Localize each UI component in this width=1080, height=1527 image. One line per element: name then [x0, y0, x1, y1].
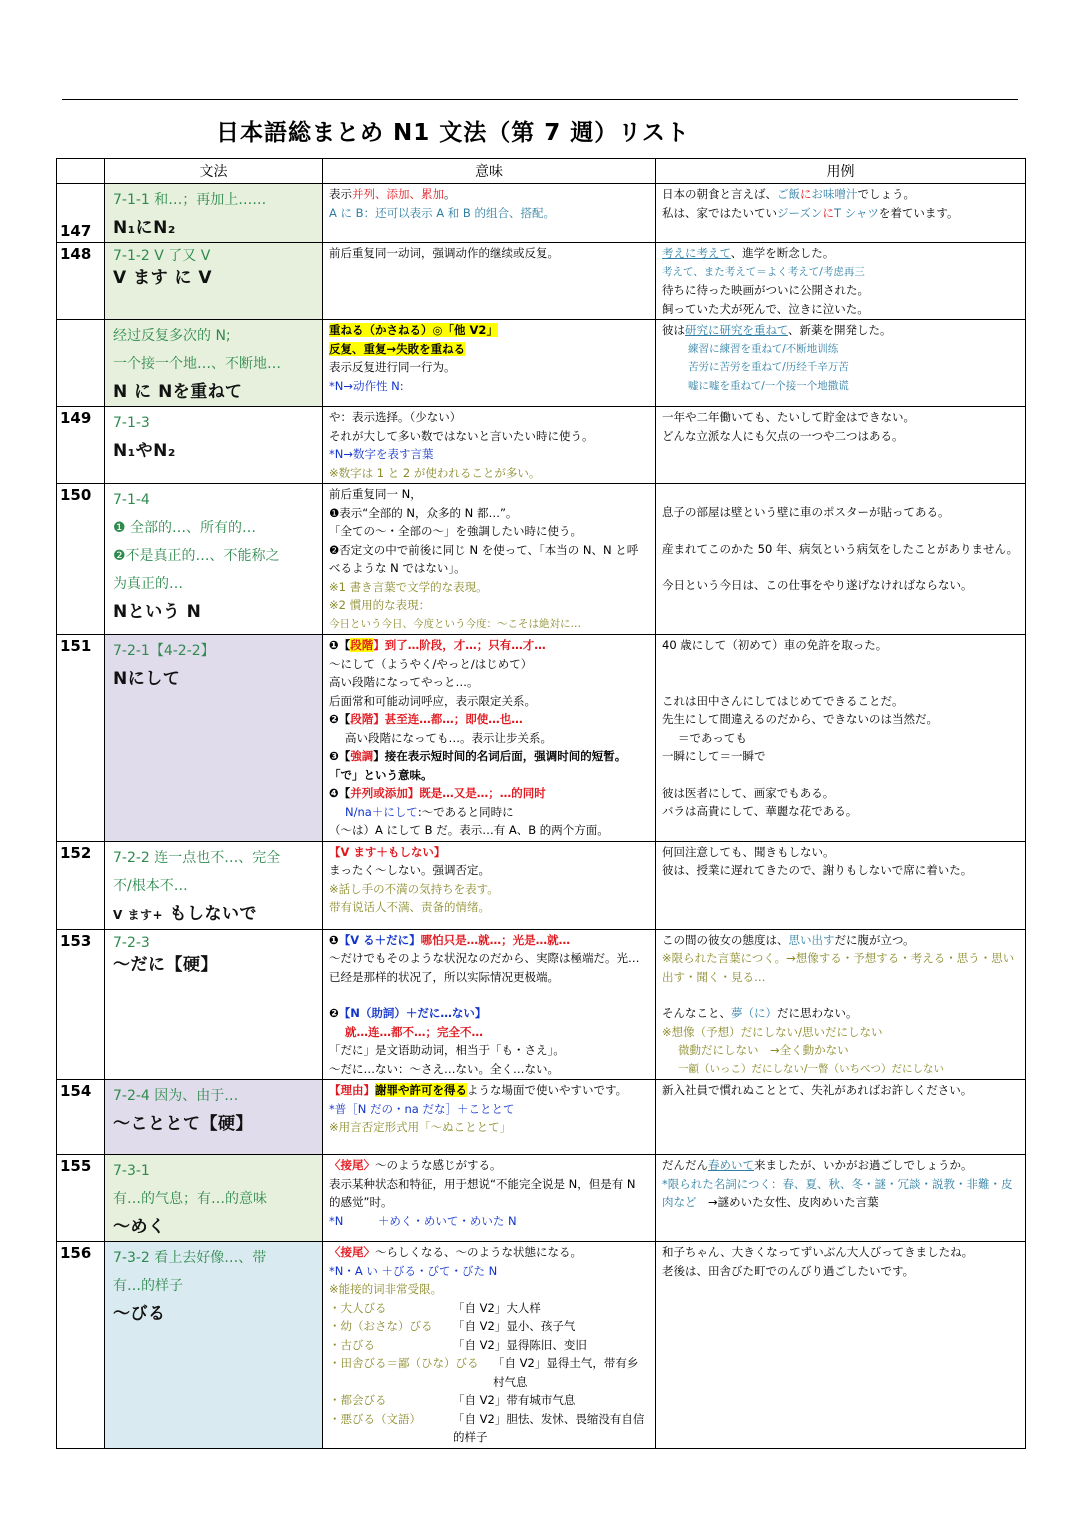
header-grammar: 文法 [105, 159, 323, 184]
grammar-cell: 7-2-4 因为、由于… ～こととて【硬】 [105, 1080, 323, 1155]
example-cell: 新入社員で慣れぬこととて、失礼があればお許しください。 [656, 1080, 1026, 1155]
row-number: 153 [57, 929, 105, 1080]
example-cell: この間の彼女の態度は、思い出すだに腹が立つ。 ※限られた言葉につく。→想像する・予想する・考える・思う・思い出す・聞く・見る… そんなこと、夢（に）だに思わない。 ※想像（予想）だにしない/思いだにしない 微動だにしない →全く動かない 一顧（いっこ）だにしない/一瞥（いちべつ）だにしない [656, 929, 1026, 1080]
example-cell: 一年や二年働いても、たいして貯金はできない。 どんな立派な人にも欠点の一つや二つはある。 [656, 407, 1026, 484]
meaning-cell: ❶【V る＋だに】哪怕只是…就…；光是…就… ～だけでもそのような状況なのだから、実際は極端だ。光…已经是那样的状况了，所以实际情况更极端。 ❷【N（助詞）＋だに…ない】 就…连…都不…；完全不… 「だに」是文语助动词，相当于「も・さえ」。 ～だに…ない：～さえ…ない。全く…ない。 [323, 929, 656, 1080]
table-row [57, 1080, 1026, 1155]
table-row [57, 320, 1026, 407]
grammar-cell: 7-3-2 看上去好像…、带 有…的样子 ～びる [105, 1242, 323, 1449]
example-cell: 和子ちゃん、大きくなってずいぶん大人びってきましたね。 老後は、田舎びた町でのんびり過ごしたいです。 [656, 1242, 1026, 1449]
meaning-cell: 表示并列、添加、累加。 A に B：还可以表示 A 和 B 的组合、搭配。 [323, 184, 656, 243]
grammar-cell: 7-3-1 有…的气息；有…的意味 ～めく [105, 1155, 323, 1242]
meaning-cell: 〈接尾〉～のような感じがする。 表示某种状态和特征，用于想说“不能完全说是 N，但是有 N 的感觉”时。 *N ＋めく・めいて・めいた N [323, 1155, 656, 1242]
table-row [57, 1242, 1026, 1449]
meaning-cell: 前后重复同一 N， ❶表示“全部的 N，众多的 N 都…”。 「全ての～・全部の～」を強調したい時に使う。 ❷否定文の中で前後に同じ N を使って、「本当の N、N と呼べるような N ではない」。 ※1 書き言葉で文学的な表現。 ※2 慣用的な表現： 今日という今日、今度という今度：～こそは絶対に… [323, 484, 656, 635]
example-cell: 日本の朝食と言えば、ご飯にお味噌汁でしょう。 私は、家ではたいていジーズンにT シャツを着ています。 [656, 184, 1026, 243]
row-number: 148 [57, 243, 105, 320]
header-meaning: 意味 [323, 159, 656, 184]
meaning-cell: 前后重复同一动词，强调动作的继续或反复。 [323, 243, 656, 320]
grammar-cell: 7-2-1【4-2-2】 Nにして [105, 635, 323, 842]
grammar-cell: 7-2-2 连一点也不…、完全 不/根本不… V ます+ もしないで [105, 841, 323, 929]
word-list: ・大人びる 「自 V2」大人样 ・幼（おさな）びる 「自 V2」显小、孩子气 ・古びる 「自 V2」显得陈旧、变旧 ・田舎びる＝鄙（ひな）びる 「自 V2」显得土气，带有乡村气息 ・都会びる 「自 V2」带有城市气息 ・悪びる（文語） 「自 V2」胆怯、发怵、畏缩没有自信的样子 [329, 1300, 645, 1444]
meaning-cell: 〈接尾〉～らしくなる、～のような状態になる。 *N・A い ＋びる・びて・びた N ※能接的词非常受限。 ・大人びる 「自 V2」大人样 ・幼（おさな）びる 「自 V2」显小、孩子气 ・古びる 「自 V2」显得陈旧、变旧 ・田舎びる＝鄙（ひな）びる 「自 V2」显得土气，带有乡村气息 ・都会びる 「自 V2」带有城市气息 ・悪びる（文語） 「自 V2」胆怯、发怵、畏缩没有自信的样子 [323, 1242, 656, 1449]
example-cell: 考えに考えて、進学を断念した。 考えて、また考えて＝よく考えて/考虑再三 待ちに待った映画がついに公開された。 飼っていた犬が死んで、泣きに泣いた。 [656, 243, 1026, 320]
example-cell: 彼は研究に研究を重ねて、新薬を開発した。 練習に練習を重ねて/不断地训练 苦労に苦労を重ねて/历经千辛万苦 嘘に嘘を重ねて/一个接一个地撒谎 [656, 320, 1026, 407]
row-number: 151 [57, 635, 105, 842]
header-example: 用例 [656, 159, 1026, 184]
grammar-sub: 7-1-1 和…；再加上…… [113, 192, 267, 208]
meaning-cell: ❶【段階】到了…阶段，才…；只有…才… ～にして（ようやく/やっと/はじめて） 高い段階になってやっと…。 后面常和可能动词呼应，表示限定关系。 ❷【段階】甚至连…都…；即使…也… 高い段階になっても…。表示让步关系。 ❸【強調】接在表示短时间的名词后面，强调时间的短暂。「で」という意味。 ❹【并列或添加】既是…又是…；…的同时 N/na＋にして:～であると同時に （～は）A にして B だ。表示…有 A、B 的两个方面。 [323, 635, 656, 842]
table-row [57, 635, 1026, 842]
table-row [57, 841, 1026, 929]
grammar-pattern: N₁にN₂ [113, 218, 176, 238]
grammar-table [56, 158, 1026, 1449]
grammar-cell [105, 184, 323, 243]
table-row [57, 184, 1026, 243]
table-row [57, 484, 1026, 635]
meaning-cell: 重ねる（かさねる）◎「他 V2」 反复、重复→失敗を重ねる 表示反复进行同一行为。 *N→动作性 N: [323, 320, 656, 407]
row-number: 150 [57, 484, 105, 635]
row-number: 147 [57, 184, 105, 243]
top-rule [62, 99, 1018, 100]
grammar-cell: 7-1-2 V 了又 V V ます に V [105, 243, 323, 320]
meaning-cell: 【理由】謝罪や許可を得るような場面で使いやすいです。 *普［N だの・na だな］＋こととて ※用言否定形式用「～ぬこととて」 [323, 1080, 656, 1155]
grammar-cell: 7-2-3 ～だに【硬】 [105, 929, 323, 1080]
table-row [57, 407, 1026, 484]
example-cell: 40 歳にして（初めて）車の免許を取った。 これは田中さんにしてはじめてできることだ。 先生にして間違えるのだから、できないのは当然だ。 ＝であっても 一瞬にして＝一瞬で 彼は医者にして、画家でもある。 バラは高貴にして、華麗な花である。 [656, 635, 1026, 842]
table-row [57, 1155, 1026, 1242]
table-row [57, 929, 1026, 1080]
example-cell: 何回注意しても、聞きもしない。 彼は、授業に遅れてきたので、謝りもしないで席に着いた。 [656, 841, 1026, 929]
row-number: 152 [57, 841, 105, 929]
header-row [57, 159, 1026, 184]
row-number: 156 [57, 1242, 105, 1449]
grammar-cell: 经过反复多次的 N; 一个接一个地…、不断地… N に Nを重ねて [105, 320, 323, 407]
example-cell: だんだん春めいて来ましたが、いかがお過ごしでしょうか。 *限られた名詞につく：春、夏、秋、冬・謎・冗談・説教・非難・皮肉など →謎めいた女性、皮肉めいた言葉 [656, 1155, 1026, 1242]
row-number: 149 [57, 407, 105, 484]
meaning-cell: 【V ます＋もしない】 まったく～しない。强调否定。 ※話し手の不満の気持ちを表す。 带有说话人不满、责备的情绪。 [323, 841, 656, 929]
example-cell: 息子の部屋は壁という壁に車のポスターが貼ってある。 産まれてこのかた 50 年、病気という病気をしたことがありません。 今日という今日は、この仕事をやり遂げなければならない。 [656, 484, 1026, 635]
row-number: 154 [57, 1080, 105, 1155]
page-title: 日本語総まとめ N1 文法（第 7 週）リスト [216, 120, 690, 146]
grammar-cell: 7-1-4 ❶ 全部的…、所有的… ❷不是真正的…、不能称之 为真正的… Nという N [105, 484, 323, 635]
grammar-cell: 7-1-3 N₁やN₂ [105, 407, 323, 484]
table-row [57, 243, 1026, 320]
row-number: 155 [57, 1155, 105, 1242]
meaning-cell: や：表示选择。（少ない） それが大して多い数ではないと言いたい時に使う。 *N→数字を表す言葉 ※数字は 1 と 2 が使われることが多い。 [323, 407, 656, 484]
